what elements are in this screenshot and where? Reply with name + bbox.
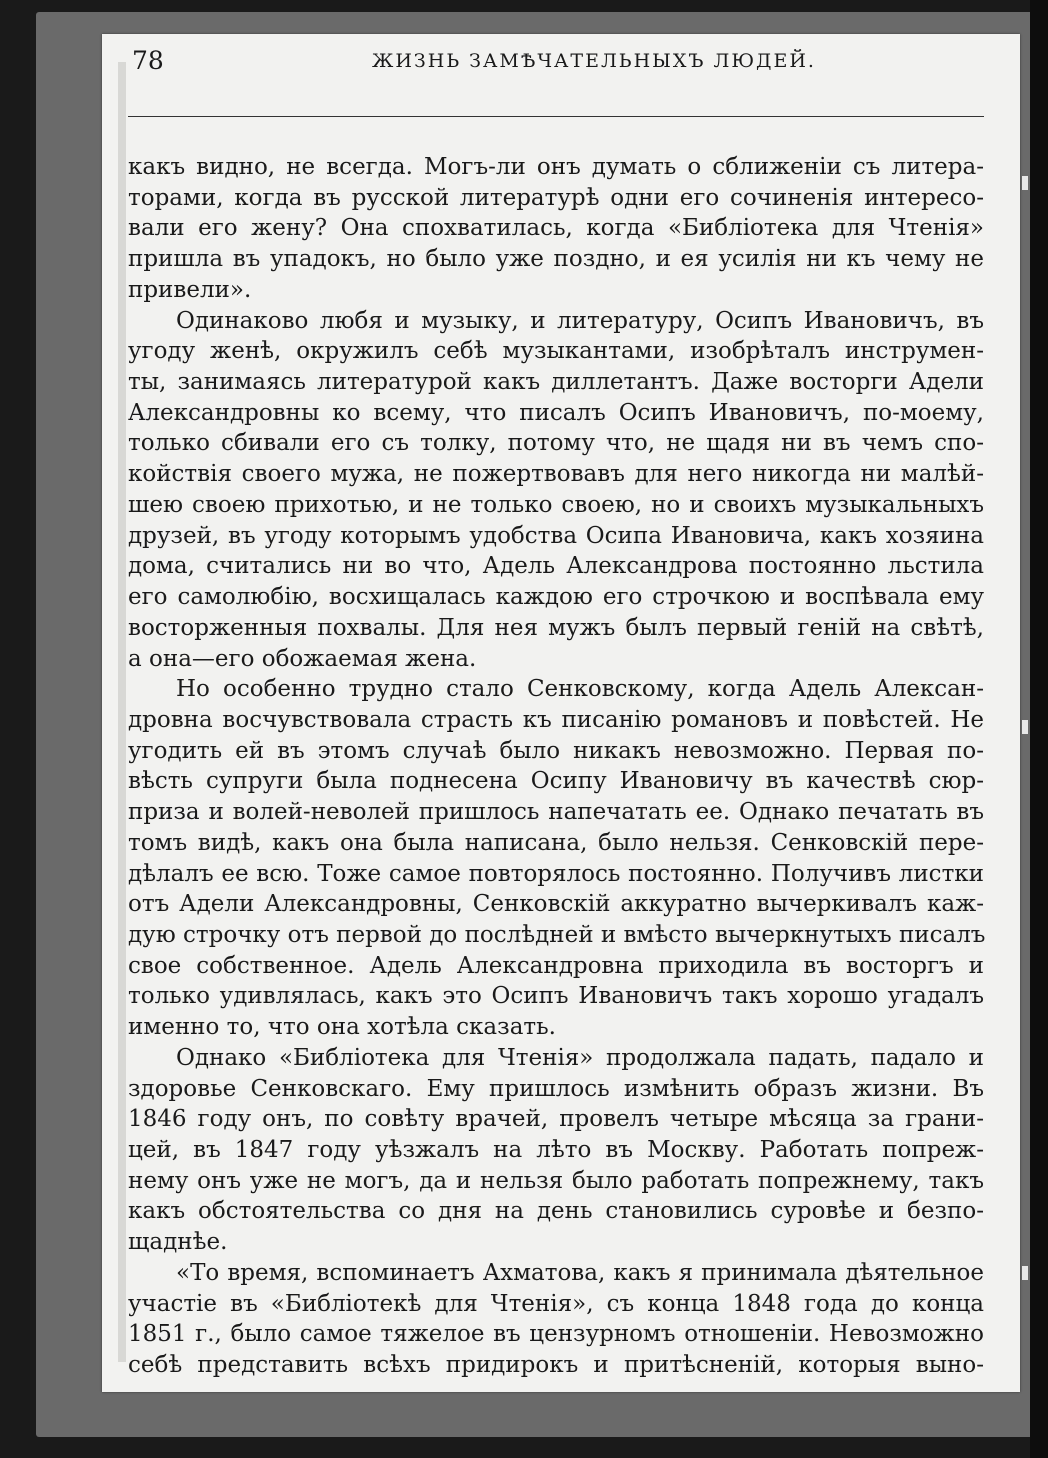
text-line: Однако «Библiотека для Чтенiя» продолжала падать, падало и xyxy=(176,1044,984,1071)
text-line: вали его жену? Она спохватилась, когда «Библiотека для Чтенiя» xyxy=(128,215,984,242)
text-line: торами, когда въ русской литературѣ одни его сочиненiя интересо- xyxy=(128,184,984,211)
text-line: пришла въ упадокъ, но было уже поздно, и ея усилiя ни къ чему не xyxy=(128,246,984,273)
text-line: участiе въ «Библiотекѣ для Чтенiя», съ конца 1848 года до конца xyxy=(128,1290,984,1317)
text-line: привели». xyxy=(128,276,252,303)
binding-stitch xyxy=(1022,1266,1028,1280)
text-line: 1851 г., было самое тяжелое въ цензурномъ отношенiи. Невозможно xyxy=(128,1321,984,1348)
binding-stitch xyxy=(1022,720,1028,734)
text-line: Одинаково любя и музыку, и литературу, Осипъ Ивановичъ, въ xyxy=(176,307,984,334)
text-line: какъ обстоятельства со дня на день становились суровѣе и безпо- xyxy=(128,1198,984,1225)
text-line: себѣ представить всѣхъ придирокъ и притѣсненiй, которыя выно- xyxy=(128,1352,984,1379)
text-line: нему онъ уже не могъ, да и нельзя было работать попрежнему, такъ xyxy=(128,1167,984,1194)
text-line: друзей, въ угоду которымъ удобства Осипа Ивановича, какъ хозяина xyxy=(128,522,984,549)
text-line: койствiя своего мужа, не пожертвовавъ для него никогда ни малѣй- xyxy=(128,461,984,488)
text-line: дровна восчувствовала страсть къ писанiю романовъ и повѣстей. Не xyxy=(128,706,984,733)
book-spine-edge xyxy=(1030,0,1048,1458)
text-line: угодить ей въ этомъ случаѣ было никакъ невозможно. Первая по- xyxy=(128,737,984,764)
page-number: 78 xyxy=(132,46,164,75)
text-line: угоду женѣ, окружилъ себѣ музыкантами, изобрѣталъ инструмен- xyxy=(128,338,984,365)
text-line: свое собственное. Адель Александровна приходила въ восторгъ и xyxy=(128,952,984,979)
text-line: его самолюбiю, восхищалась каждою его строчкою и воспѣвала ему xyxy=(128,584,984,611)
body-text xyxy=(128,152,984,1381)
text-line: дома, считались ни во что, Адель Александрова постоянно льстила xyxy=(128,553,984,580)
text-line: только сбивали его съ толку, потому что, не щадя ни въ чемъ спо- xyxy=(128,430,984,457)
text-line: именно то, что она хотѣла сказать. xyxy=(128,1014,556,1041)
header-rule xyxy=(128,116,984,117)
running-title: ЖИЗНЬ ЗАМѢЧАТЕЛЬНЫХЪ ЛЮДЕЙ. xyxy=(372,50,816,72)
text-line: вѣсть супруги была поднесена Осипу Ивановичу въ качествѣ сюр- xyxy=(128,768,984,795)
text-line: 1846 году онъ, по совѣту врачей, провелъ четыре мѣсяца за грани- xyxy=(128,1106,984,1133)
text-line: «То время, вспоминаетъ Ахматова, какъ я принимала дѣятельное xyxy=(176,1259,984,1286)
text-line: какъ видно, не всегда. Могъ-ли онъ думать о сближенiи съ литера- xyxy=(128,154,984,180)
page-header xyxy=(128,40,980,80)
text-line: цей, въ 1847 году уѣзжалъ на лѣто въ Москву. Работать попреж- xyxy=(128,1137,984,1163)
text-line: здоровье Сенковскаго. Ему пришлось измѣнить образъ жизни. Въ xyxy=(128,1075,984,1102)
text-line: отъ Адели Александровны, Сенковскiй аккуратно вычеркивалъ каж- xyxy=(128,891,984,918)
text-line: шею своею прихотью, и не только своею, но и своихъ музыкальныхъ xyxy=(128,491,984,518)
text-line: дѣлалъ ее всю. Тоже самое повторялось постоянно. Получивъ листки xyxy=(128,860,984,887)
text-line: Но особенно трудно стало Сенковскому, когда Адель Алексан- xyxy=(176,676,984,703)
binding-stitch xyxy=(1022,176,1028,190)
text-line: только удивлялась, какъ это Осипъ Ивановичъ такъ хорошо угадалъ xyxy=(128,983,984,1010)
text-line: ты, занимаясь литературой какъ диллетантъ. Даже восторги Адели xyxy=(128,369,984,396)
text-line: щаднѣе. xyxy=(128,1229,228,1256)
text-line: приза и волей-неволей пришлось напечатать ее. Однако печатать въ xyxy=(128,799,984,826)
text-line: томъ видѣ, какъ она была написана, было нельзя. Сенковскiй пере- xyxy=(128,829,984,856)
text-line: а она—его обожаемая жена. xyxy=(128,645,477,672)
text-line: восторженныя похвалы. Для нея мужъ былъ первый генiй на свѣтѣ, xyxy=(128,614,984,641)
text-line: Александровны ко всему, что писалъ Осипъ Ивановичъ, по-моему, xyxy=(128,399,984,426)
page-gutter-edge xyxy=(118,62,126,1362)
text-line: дую строчку отъ первой до послѣдней и вмѣсто вычеркнутыхъ писалъ xyxy=(128,921,986,948)
